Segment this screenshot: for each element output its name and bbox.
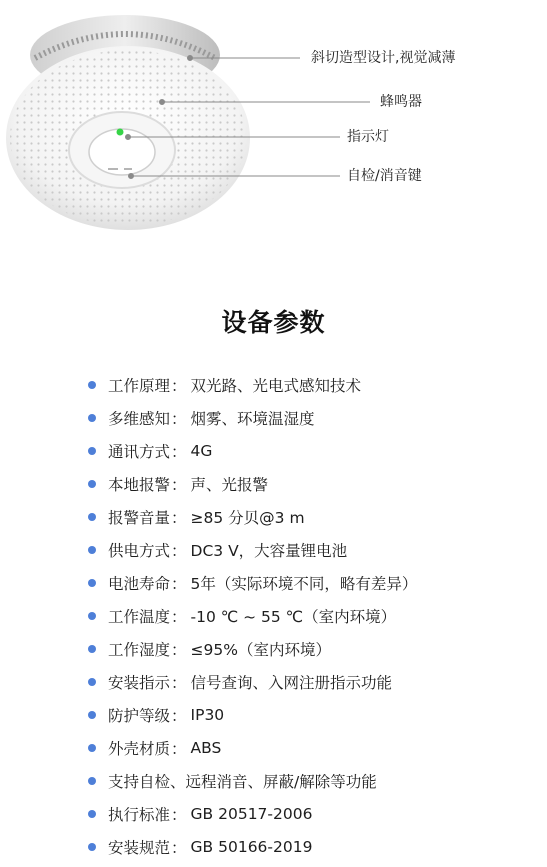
- spec-item: 防护等级 ： IP30: [88, 698, 417, 731]
- spec-label: 供电方式: [108, 541, 171, 560]
- spec-label: 本地报警: [108, 475, 171, 494]
- bullet-dot-icon: [88, 777, 96, 785]
- bullet-dot-icon: [88, 414, 96, 422]
- spec-value: 5年（实际环境不同，略有差异）: [190, 574, 418, 593]
- spec-value: ≤95%（室内环境）: [190, 640, 331, 659]
- bullet-dot-icon: [88, 612, 96, 620]
- spec-item: 通讯方式 ： 4G: [88, 434, 417, 467]
- bullet-dot-icon: [88, 678, 96, 686]
- indicator-led: [117, 129, 124, 136]
- spec-value: 声、光报警: [190, 475, 269, 494]
- spec-value: -10 ℃ ~ 55 ℃（室内环境）: [190, 607, 397, 626]
- spec-label: 安装规范: [108, 838, 171, 857]
- spec-label: 电池寿命: [108, 574, 171, 593]
- spec-label: 工作温度: [108, 607, 171, 626]
- spec-label: 工作湿度: [108, 640, 171, 659]
- callout-buzzer: 蜂鸣器: [380, 94, 422, 110]
- bullet-dot-icon: [88, 744, 96, 752]
- spec-item: 电池寿命 ： 5年（实际环境不同，略有差异）: [88, 566, 417, 599]
- callout-indicator-light: 指示灯: [347, 129, 389, 145]
- spec-item: 多维感知 ： 烟雾、环境温湿度: [88, 401, 417, 434]
- spec-item: 安装规范 ： GB 50166-2019: [88, 830, 417, 863]
- spec-label: 防护等级: [108, 706, 171, 725]
- spec-value: DC3 V，大容量锂电池: [190, 541, 348, 560]
- smoke-detector-illustration: [0, 0, 547, 240]
- spec-value: IP30: [190, 705, 225, 724]
- spec-value: ≥85 分贝@3 m: [190, 508, 305, 527]
- spec-label: 多维感知: [108, 409, 171, 428]
- callout-bevel-design: 斜切造型设计,视觉减薄: [311, 50, 456, 66]
- bullet-dot-icon: [88, 480, 96, 488]
- bullet-dot-icon: [88, 810, 96, 818]
- bullet-dot-icon: [88, 579, 96, 587]
- bullet-dot-icon: [88, 447, 96, 455]
- spec-label: 安装指示: [108, 673, 171, 692]
- spec-item: 外壳材质 ： ABS: [88, 731, 417, 764]
- spec-item: 工作原理 ： 双光路、光电式感知技术: [88, 368, 417, 401]
- spec-label: 执行标准: [108, 805, 171, 824]
- spec-item: 工作温度 ： -10 ℃ ~ 55 ℃（室内环境）: [88, 599, 417, 632]
- spec-value: GB 20517-2006: [190, 804, 313, 823]
- test-button-ring: [89, 129, 155, 175]
- bullet-dot-icon: [88, 645, 96, 653]
- spec-item: 供电方式 ： DC3 V，大容量锂电池: [88, 533, 417, 566]
- spec-value: 4G: [190, 441, 213, 460]
- bullet-dot-icon: [88, 711, 96, 719]
- spec-value: 信号查询、入网注册指示功能: [190, 673, 393, 692]
- bullet-dot-icon: [88, 513, 96, 521]
- bullet-dot-icon: [88, 546, 96, 554]
- spec-item: 执行标准 ： GB 20517-2006: [88, 797, 417, 830]
- spec-item: 本地报警 ： 声、光报警: [88, 467, 417, 500]
- bullet-dot-icon: [88, 843, 96, 851]
- spec-value: GB 50166-2019: [190, 837, 313, 856]
- bullet-dot-icon: [88, 381, 96, 389]
- spec-label: 工作原理: [108, 376, 171, 395]
- spec-value: 双光路、光电式感知技术: [190, 376, 362, 395]
- spec-label: 通讯方式: [108, 442, 171, 461]
- spec-list: [88, 368, 417, 863]
- section-title: 设备参数: [221, 308, 326, 337]
- spec-item: 报警音量 ： ≥85 分贝@3 m: [88, 500, 417, 533]
- spec-label: 报警音量: [108, 508, 171, 527]
- spec-label: 外壳材质: [108, 739, 171, 758]
- spec-label: 支持自检、远程消音、屏蔽/解除等功能: [108, 772, 377, 791]
- callout-test-mute-button: 自检/消音键: [347, 168, 422, 184]
- spec-item: 工作湿度 ： ≤95%（室内环境）: [88, 632, 417, 665]
- spec-value: ABS: [190, 738, 222, 757]
- spec-item: 安装指示 ： 信号查询、入网注册指示功能: [88, 665, 417, 698]
- spec-item: [88, 764, 417, 797]
- spec-value: 烟雾、环境温湿度: [190, 409, 315, 428]
